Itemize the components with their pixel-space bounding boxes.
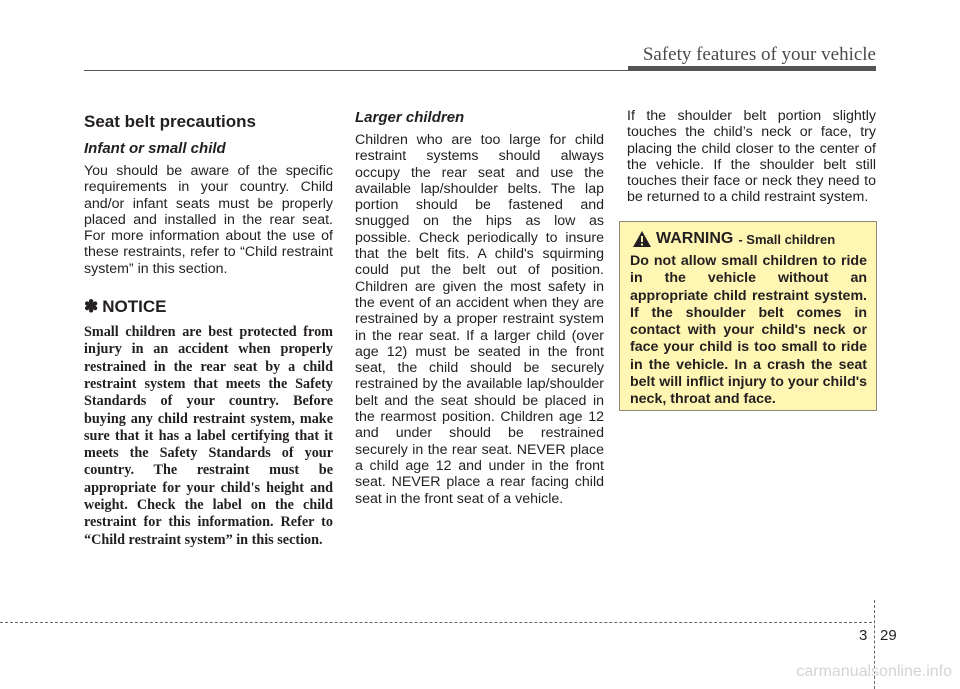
paragraph-larger: Children who are too large for child restraint systems should always occupy the rear seat and use the available lap/shoulder belts. The lap portion should be fastened and snugged on the hips as low as possible. Check periodically to insure that the belt fits. A child's squirming could put the belt out of position. Children are given the most safety in the event of an accident when they are restrained by a proper restraint system in the rear seat. If a larger child (over age 12) must be seated in the front seat, the child should be securely restrained by the available lap/shoulder belt and the seat should be placed in the rearmost position. Children age 12 and under should be restrained securely in the rear seat. NEVER place a child age 12 and under in the front seat. NEVER place a rear facing child seat in the front seat of a vehicle. <box>355 132 604 507</box>
subheading-infant: Infant or small child <box>84 140 226 157</box>
column-left <box>84 108 333 549</box>
notice-heading <box>84 297 333 317</box>
notice-text: Small children are best protected from injury in an accident when properly restrained in the rear seat by a child restraint system that meets the Safety Standards of your country. Before buying any child restraint system, make sure that it has a label certifying that it meets the Safety Standards of your country. The restraint must be appropriate for your child's height and weight. Check the label on the child restraint for this information. Refer to “Child restraint system” in this section. <box>84 324 333 548</box>
warning-text: Do not allow small children to ride in the vehicle without an appropriate child restraint system. If the shoulder belt comes in contact with your child's neck or face your child is too small to ride in the vehicle. In a crash the seat belt will inflict injury to your child's neck, throat and face. <box>630 253 867 408</box>
paragraph-shoulder-belt: If the shoulder belt portion slightly touches the child’s neck or face, try placing the child closer to the center of the vehicle. If the shoulder belt still touches their face or neck they need to be returned to a child restraint system. <box>627 108 876 206</box>
warning-label: WARNING <box>656 230 734 247</box>
page-number: 29 <box>880 627 897 644</box>
watermark: carmanualsonline.info <box>796 663 952 680</box>
header-title: Safety features of your vehicle <box>642 44 876 65</box>
header-rule-accent <box>628 66 876 71</box>
warning-triangle-icon <box>632 230 652 248</box>
column-middle <box>355 108 604 507</box>
footer-rule <box>0 622 872 623</box>
column-right <box>627 108 876 206</box>
paragraph-infant: You should be aware of the specific requirements in your country. Child and/or infant seats must be properly placed and installed in the rear seat. For more information about the use of these restraints, refer to “Child restraint system” in this section. <box>84 163 333 277</box>
section-title: Seat belt precautions <box>84 112 256 131</box>
warning-header <box>630 230 867 248</box>
notice-star-icon: ✽ <box>84 297 99 317</box>
page-chapter: 3 <box>859 627 868 644</box>
warning-sublabel: - Small children <box>738 231 836 247</box>
subheading-larger: Larger children <box>355 109 465 126</box>
notice-title: NOTICE <box>102 297 167 317</box>
warning-box <box>619 221 877 411</box>
